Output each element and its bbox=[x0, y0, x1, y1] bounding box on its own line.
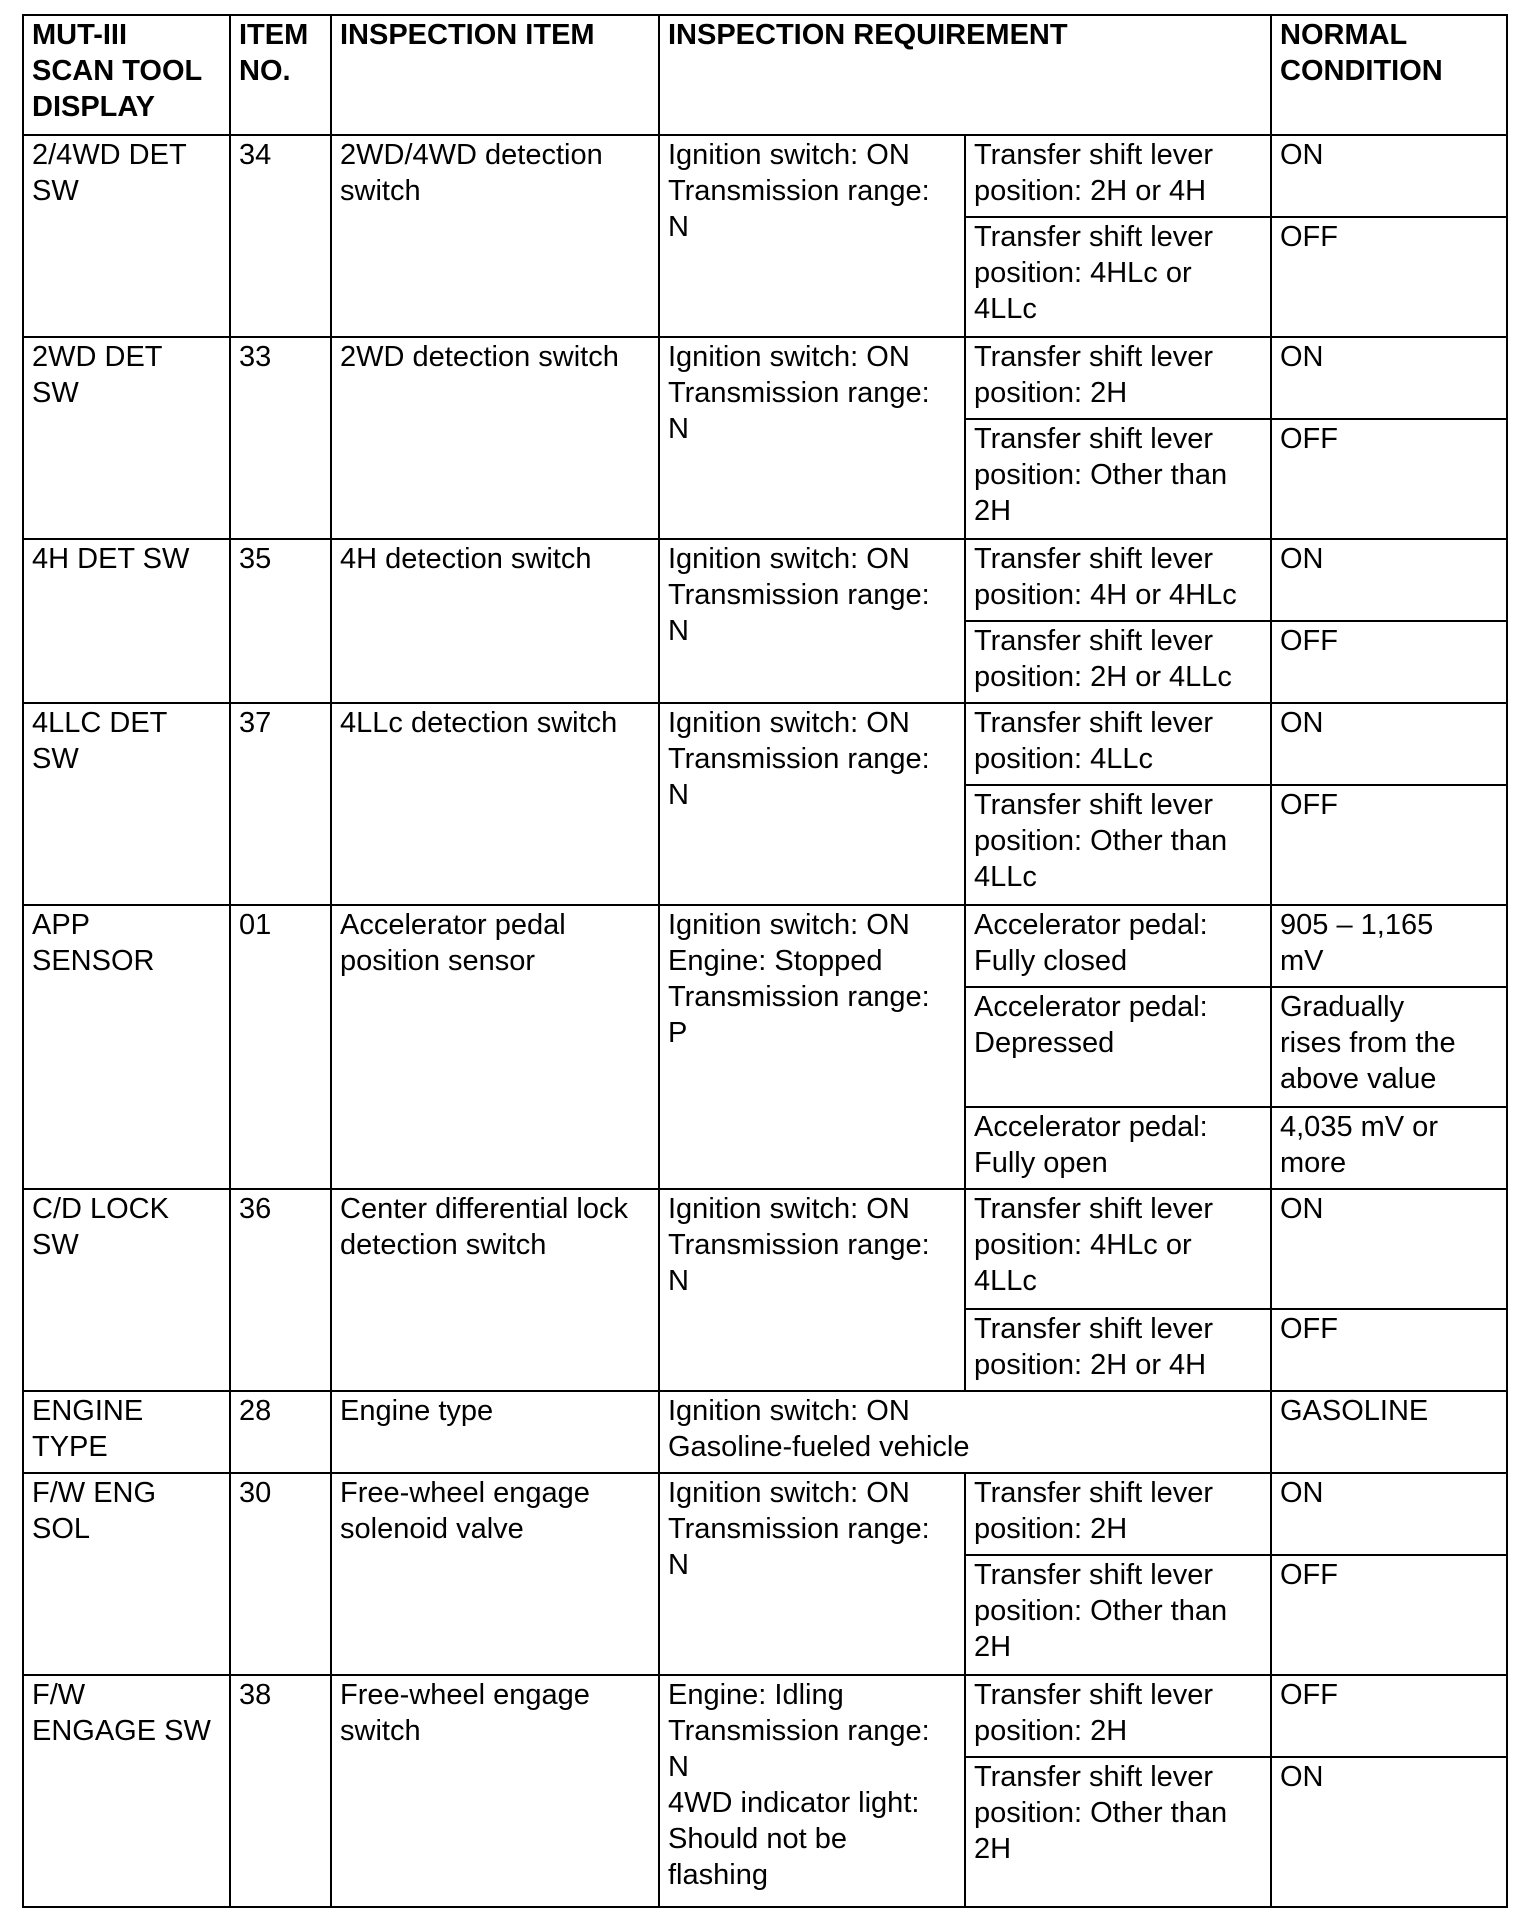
table-row bbox=[23, 135, 1507, 217]
condition-cell: Transfer shift lever position: Other than 4LLc bbox=[965, 785, 1271, 905]
item-no-cell: 01 bbox=[230, 905, 331, 1189]
normal-condition-cell: ON bbox=[1271, 539, 1507, 621]
condition-cell: Transfer shift lever position: 2H bbox=[965, 337, 1271, 419]
inspection-item-cell: 4LLc detection switch bbox=[331, 703, 659, 905]
item-no-cell: 35 bbox=[230, 539, 331, 703]
inspection-item-cell: Free-wheel engage solenoid valve bbox=[331, 1473, 659, 1675]
condition-cell: Transfer shift lever position: 2H or 4LLc bbox=[965, 621, 1271, 703]
normal-condition-cell: OFF bbox=[1271, 217, 1507, 337]
condition-cell: Transfer shift lever position: Other than 2H bbox=[965, 1757, 1271, 1907]
condition-cell: Transfer shift lever position: Other than 2H bbox=[965, 419, 1271, 539]
normal-condition-cell: OFF bbox=[1271, 785, 1507, 905]
inspection-item-cell: Free-wheel engage switch bbox=[331, 1675, 659, 1907]
normal-condition-cell: OFF bbox=[1271, 1309, 1507, 1391]
display-cell: C/D LOCK SW bbox=[23, 1189, 230, 1391]
item-no-cell: 34 bbox=[230, 135, 331, 337]
normal-condition-cell: OFF bbox=[1271, 419, 1507, 539]
condition-cell: Accelerator pedal: Fully open bbox=[965, 1107, 1271, 1189]
requirement-cell: Ignition switch: ON Transmission range: N bbox=[659, 1473, 965, 1675]
normal-condition-cell: OFF bbox=[1271, 1675, 1507, 1757]
table-row bbox=[23, 1391, 1507, 1473]
normal-condition-cell: OFF bbox=[1271, 621, 1507, 703]
condition-cell: Transfer shift lever position: 4LLc bbox=[965, 703, 1271, 785]
normal-condition-cell: ON bbox=[1271, 1757, 1507, 1907]
header-inspection-requirement: INSPECTION REQUIREMENT bbox=[659, 15, 1271, 135]
item-no-cell: 38 bbox=[230, 1675, 331, 1907]
table-row bbox=[23, 703, 1507, 785]
normal-condition-cell: ON bbox=[1271, 337, 1507, 419]
document-page bbox=[22, 14, 1506, 1908]
normal-condition-cell: ON bbox=[1271, 1473, 1507, 1555]
condition-cell: Transfer shift lever position: 2H bbox=[965, 1473, 1271, 1555]
normal-condition-cell: OFF bbox=[1271, 1555, 1507, 1675]
requirement-cell: Ignition switch: ON Transmission range: N bbox=[659, 539, 965, 703]
table-row bbox=[23, 1473, 1507, 1555]
display-cell: F/W ENG SOL bbox=[23, 1473, 230, 1675]
inspection-item-cell: Center differential lock detection switch bbox=[331, 1189, 659, 1391]
requirement-cell: Ignition switch: ON Engine: Stopped Transmission range: P bbox=[659, 905, 965, 1189]
requirement-cell: Engine: Idling Transmission range: N 4WD indicator light: Should not be flashing bbox=[659, 1675, 965, 1907]
display-cell: APP SENSOR bbox=[23, 905, 230, 1189]
condition-cell: Transfer shift lever position: 2H bbox=[965, 1675, 1271, 1757]
requirement-cell: Ignition switch: ON Gasoline-fueled vehicle bbox=[659, 1391, 1271, 1473]
table-row bbox=[23, 337, 1507, 419]
normal-condition-cell: ON bbox=[1271, 703, 1507, 785]
display-cell: 4LLC DET SW bbox=[23, 703, 230, 905]
header-normal-condition: NORMAL CONDITION bbox=[1271, 15, 1507, 135]
header-inspection-item: INSPECTION ITEM bbox=[331, 15, 659, 135]
normal-condition-cell: 4,035 mV or more bbox=[1271, 1107, 1507, 1189]
normal-condition-cell: GASOLINE bbox=[1271, 1391, 1507, 1473]
normal-condition-cell: ON bbox=[1271, 135, 1507, 217]
item-no-cell: 36 bbox=[230, 1189, 331, 1391]
condition-cell: Accelerator pedal: Depressed bbox=[965, 987, 1271, 1107]
condition-cell: Transfer shift lever position: 4H or 4HLc bbox=[965, 539, 1271, 621]
table-row bbox=[23, 905, 1507, 987]
condition-cell: Transfer shift lever position: 2H or 4H bbox=[965, 1309, 1271, 1391]
condition-cell: Transfer shift lever position: 4HLc or 4LLc bbox=[965, 217, 1271, 337]
condition-cell: Transfer shift lever position: 2H or 4H bbox=[965, 135, 1271, 217]
display-cell: 2WD DET SW bbox=[23, 337, 230, 539]
condition-cell: Accelerator pedal: Fully closed bbox=[965, 905, 1271, 987]
normal-condition-cell: Gradually rises from the above value bbox=[1271, 987, 1507, 1107]
item-no-cell: 33 bbox=[230, 337, 331, 539]
requirement-cell: Ignition switch: ON Transmission range: N bbox=[659, 703, 965, 905]
display-cell: F/W ENGAGE SW bbox=[23, 1675, 230, 1907]
condition-cell: Transfer shift lever position: 4HLc or 4LLc bbox=[965, 1189, 1271, 1309]
requirement-cell: Ignition switch: ON Transmission range: N bbox=[659, 1189, 965, 1391]
condition-cell: Transfer shift lever position: Other than 2H bbox=[965, 1555, 1271, 1675]
item-no-cell: 30 bbox=[230, 1473, 331, 1675]
inspection-item-cell: 4H detection switch bbox=[331, 539, 659, 703]
display-cell: ENGINE TYPE bbox=[23, 1391, 230, 1473]
header-display: MUT-III SCAN TOOL DISPLAY bbox=[23, 15, 230, 135]
normal-condition-cell: ON bbox=[1271, 1189, 1507, 1309]
table-header-row bbox=[23, 15, 1507, 135]
header-item-no: ITEM NO. bbox=[230, 15, 331, 135]
table-row bbox=[23, 539, 1507, 621]
inspection-item-cell: Accelerator pedal position sensor bbox=[331, 905, 659, 1189]
table-row bbox=[23, 1675, 1507, 1757]
item-no-cell: 28 bbox=[230, 1391, 331, 1473]
inspection-item-cell: 2WD/4WD detection switch bbox=[331, 135, 659, 337]
table-row bbox=[23, 1189, 1507, 1309]
inspection-item-cell: 2WD detection switch bbox=[331, 337, 659, 539]
item-no-cell: 37 bbox=[230, 703, 331, 905]
requirement-cell: Ignition switch: ON Transmission range: N bbox=[659, 337, 965, 539]
display-cell: 2/4WD DET SW bbox=[23, 135, 230, 337]
normal-condition-cell: 905 – 1,165 mV bbox=[1271, 905, 1507, 987]
inspection-item-cell: Engine type bbox=[331, 1391, 659, 1473]
requirement-cell: Ignition switch: ON Transmission range: N bbox=[659, 135, 965, 337]
display-cell: 4H DET SW bbox=[23, 539, 230, 703]
inspection-table bbox=[22, 14, 1508, 1908]
